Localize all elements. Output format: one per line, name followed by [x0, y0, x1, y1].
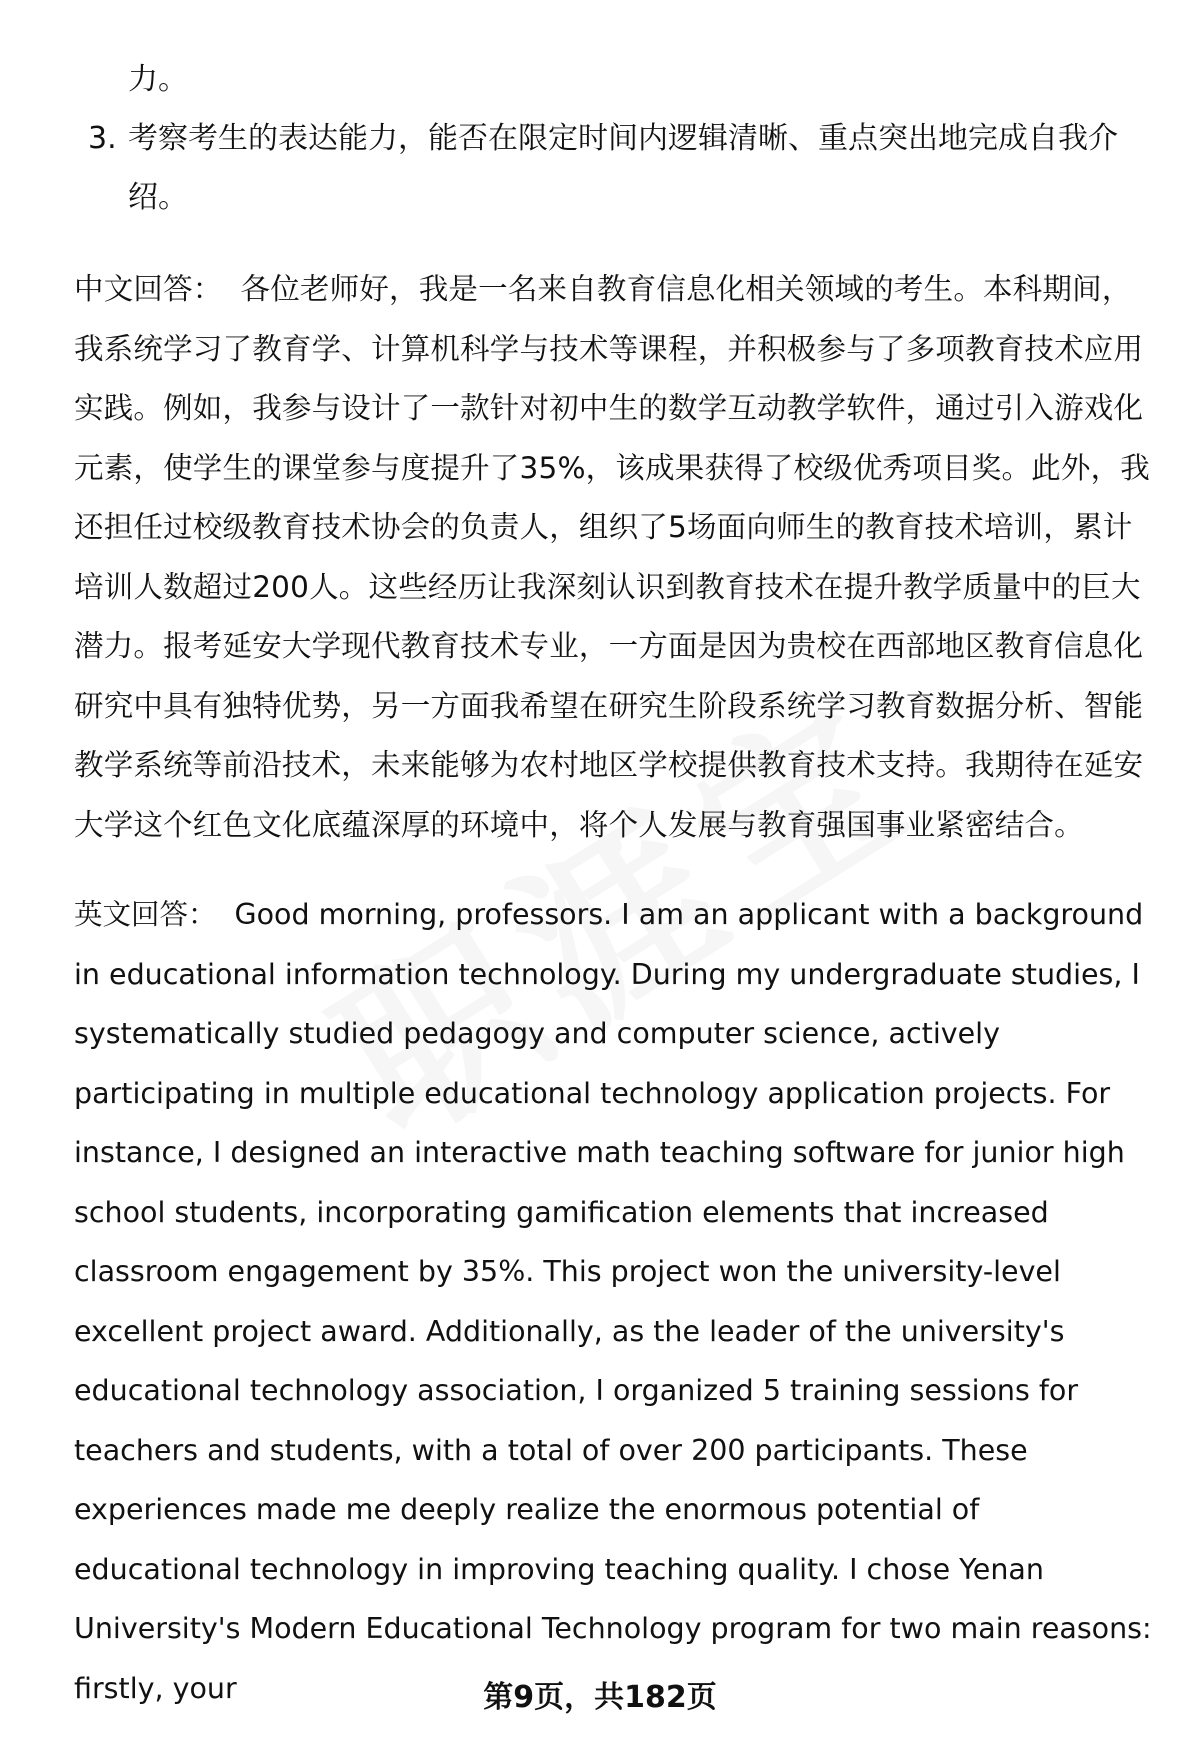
list-item-text: 考察考生的表达能力，能否在限定时间内逻辑清晰、重点突出地完成自我介绍。: [128, 121, 1118, 215]
page-number-footer: 第9页，共182页: [483, 1680, 717, 1715]
list-item: [74, 109, 1124, 227]
english-answer-paragraph: [74, 885, 1154, 1718]
chinese-answer-label: 中文回答：: [74, 272, 223, 306]
criteria-list: [74, 50, 1124, 227]
list-item-number: 3.: [88, 121, 117, 156]
chinese-answer-paragraph: [74, 260, 1154, 855]
chinese-answer-text: 各位老师好，我是一名来自教育信息化相关领域的考生。本科期间，我系统学习了教育学、计算机科学与技术等课程，并积极参与了多项教育技术应用实践。例如，我参与设计了一款针对初中生的数学互动教学软件，通过引入游戏化元素，使学生的课堂参与度提升了35%，该成果获得了校级优秀项目奖。此外，我还担任过校级教育技术协会的负责人，组织了5场面向师生的教育技术培训，累计培训人数超过200人。这些经历让我深刻认识到教育技术在提升教学质量中的巨大潜力。报考延安大学现代教育技术专业，一方面是因为贵校在西部地区教育信息化研究中具有独特优势，另一方面我希望在研究生阶段系统学习教育数据分析、智能教学系统等前沿技术，未来能够为农村地区学校提供教育技术支持。我期待在延安大学这个红色文化底蕴深厚的环境中，将个人发展与教育强国事业紧密结合。: [74, 272, 1150, 842]
english-answer-text: Good morning, professors. I am an applicant with a background in educational information technology. During my undergraduate studies, I systematically studied pedagogy and computer science, actively participating in multiple educational technology application projects. For instance, I designed an interactive math teaching software for junior high school students, incorporating gamification elements that increased classroom engagement by 35%. This project won the university-level excellent project award. Additionally, as the leader of the university's educational technology association, I organized 5 training sessions for teachers and students, with a total of over 200 participants. These experiences made me deeply realize the enormous potential of educational technology in improving teaching quality. I chose Yenan University's Modern Educational Technology program for two main reasons: firstly, your: [74, 898, 1152, 1705]
english-answer-label: 英文回答：: [74, 898, 217, 931]
list-item-continuation: 力。: [128, 62, 188, 97]
